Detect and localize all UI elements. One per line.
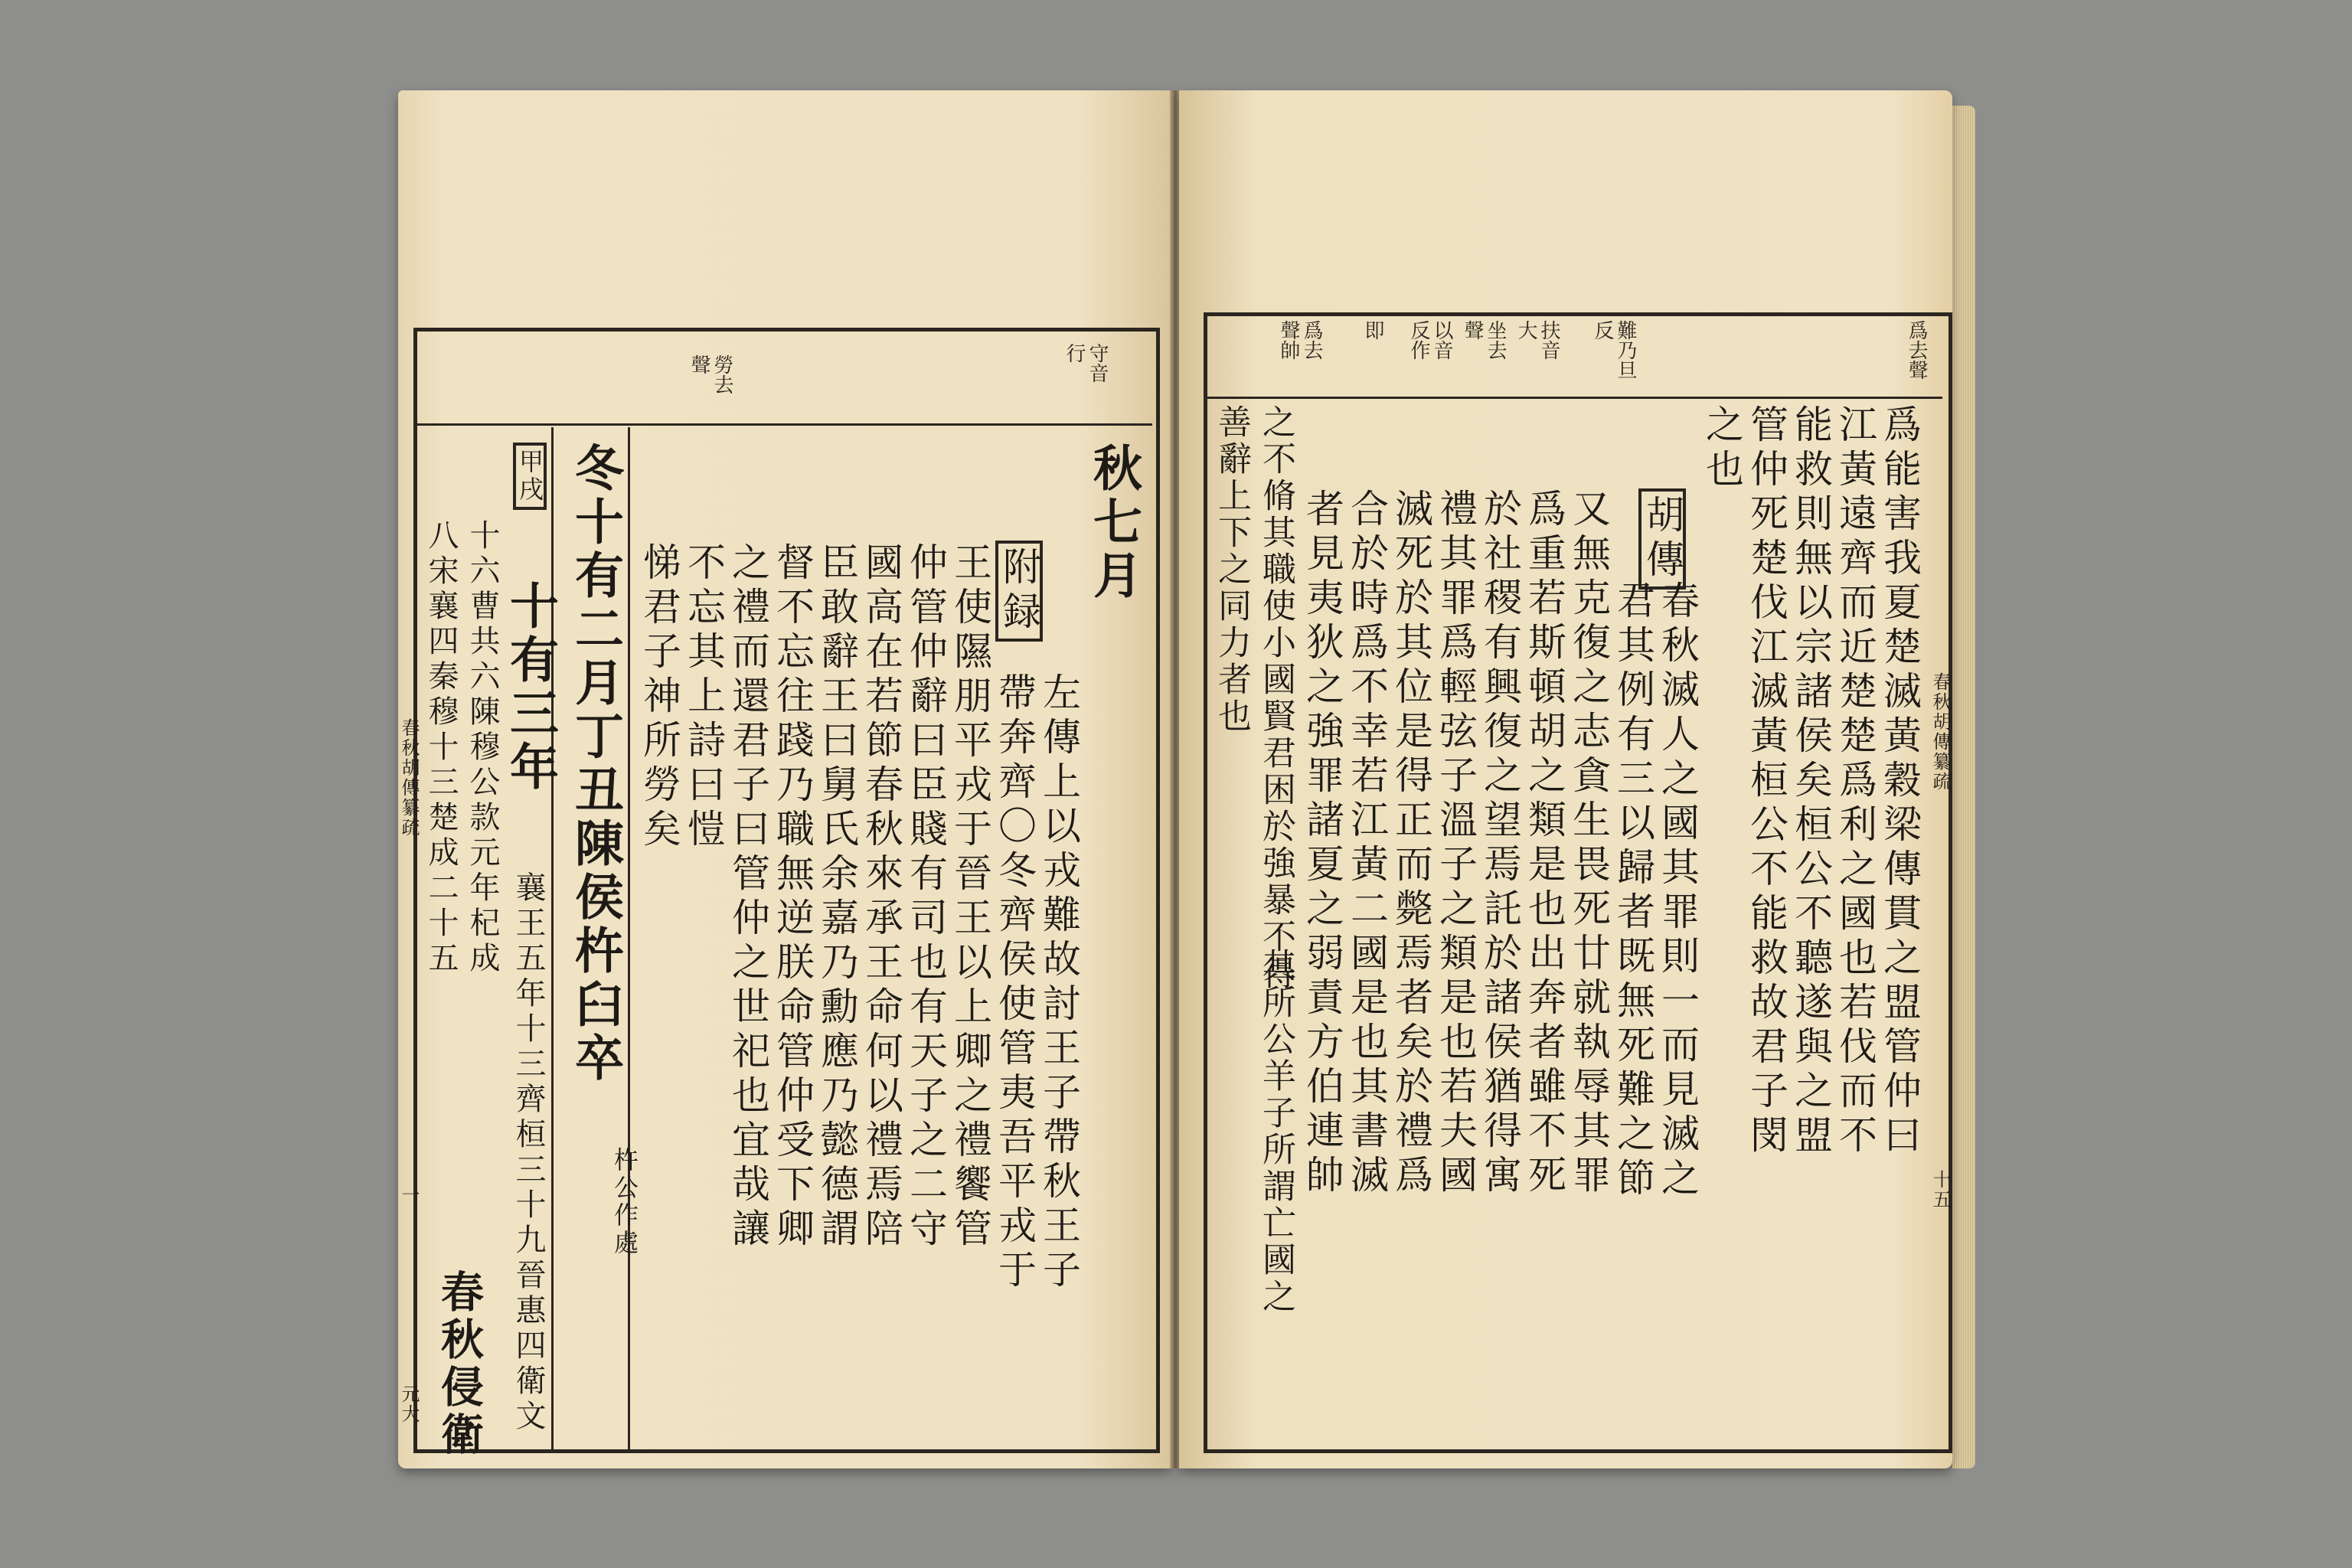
- margin-page-number: 十五: [1929, 1170, 1951, 1210]
- text-column: 其所公羊子所謂亡國之: [1256, 948, 1295, 1315]
- margin-page-number: 一: [398, 1185, 420, 1205]
- open-book: [390, 90, 1975, 1484]
- text-column: 管仲死楚伐江滅黃桓公不能救故君子閔: [1744, 404, 1788, 1159]
- text-column: 帶奔齊〇冬齊侯使管夷吾平戎于: [992, 672, 1037, 1294]
- margin-mark: 元大: [398, 1384, 420, 1424]
- year-entry: 十有三年: [501, 580, 559, 795]
- text-column: 之不脩其職使小國賢君困於強暴不得: [1256, 404, 1295, 992]
- text-column: 督不忘往踐乃職無逆朕命管仲受下卿: [770, 542, 815, 1253]
- left-top-note: 守音: [1086, 343, 1109, 383]
- label-fulu: 附録: [995, 541, 1043, 642]
- text-column: 左傳上以戎難故討王子帶秋王子: [1037, 672, 1081, 1294]
- right-page: [1179, 90, 1952, 1468]
- gloss-entry: 杵公作處: [610, 1147, 639, 1257]
- text-column: 爲重若斯頓胡之類是也出奔者雖不死: [1522, 488, 1566, 1199]
- text-column: 滅死於其位是得正而斃焉者矣於禮爲: [1389, 488, 1433, 1199]
- closing-entry: 春秋侵衛: [434, 1269, 485, 1459]
- right-top-note: 扶音: [1537, 320, 1560, 360]
- text-column: 於社稷有興復之望焉託於諸侯猶得寓: [1478, 488, 1522, 1199]
- right-top-note: 難乃旦: [1614, 320, 1637, 380]
- left-top-note: 聲: [688, 354, 710, 374]
- text-column: 之也: [1700, 404, 1744, 493]
- text-column: 合於時爲不幸若江黃二國是也其書滅: [1344, 488, 1389, 1199]
- right-top-note: 爲去聲: [1905, 320, 1928, 380]
- text-column: 能救則無以宗諸侯矣桓公不聽遂與之盟: [1788, 404, 1833, 1159]
- left-top-note: 勞去: [710, 354, 733, 394]
- heading-autumn: 秋七月: [1085, 443, 1142, 603]
- column-divider: [628, 427, 630, 1449]
- text-column: 仲管仲辭曰臣賤有司也有天子之二守: [903, 542, 948, 1253]
- right-top-note: 坐去: [1484, 320, 1507, 360]
- text-column: 悌君子神所勞矣: [637, 542, 681, 853]
- text-column: 國高在若節春秋來承王命何以禮焉陪: [859, 542, 903, 1253]
- text-column: 爲能害我夏楚滅黃穀梁傳貫之盟管仲曰: [1877, 404, 1922, 1159]
- chronology-line: 襄王五年十三齊桓三十九晉惠四衛文: [511, 871, 546, 1435]
- text-column: 又無克復之志貪生畏死廿就執辱其罪: [1566, 488, 1611, 1199]
- left-page: [398, 90, 1171, 1468]
- text-column: 臣敢辭王曰舅氏余嘉乃勳應乃懿德謂: [815, 542, 859, 1253]
- right-top-note: 爲去: [1300, 320, 1323, 360]
- text-column: 者見夷狄之強罪諸夏之弱責方伯連帥: [1300, 488, 1344, 1199]
- left-top-note: 行: [1063, 343, 1086, 363]
- text-column: 春秋滅人之國其罪則一而見滅之: [1655, 580, 1700, 1202]
- right-top-note: 聲: [1461, 320, 1484, 340]
- right-top-note: 聲帥: [1277, 320, 1300, 360]
- text-column: 王使隰朋平戎于晉王以上卿之禮饗管: [948, 542, 992, 1253]
- chronology-line: 八宋襄四秦穆十三楚成二十五: [423, 519, 459, 977]
- text-column: 君其例有三以歸者既無死難之節: [1611, 580, 1655, 1202]
- chronology-line: 十六曹共六陳穆公款元年杞成: [465, 519, 500, 977]
- text-column: 不忘其上詩曰愷: [681, 542, 726, 853]
- left-top-rule: [417, 423, 1152, 426]
- text-column: 禮其罪爲輕弦子溫子之類是也若夫國: [1433, 488, 1478, 1199]
- margin-title: 春秋胡傳纂疏: [398, 718, 420, 838]
- text-column: 江黃遠齊而近楚楚爲利之國也若伐而不: [1833, 404, 1877, 1159]
- label-hu-zhuan: 胡傳: [1638, 488, 1686, 590]
- margin-title: 春秋胡傳纂疏: [1929, 672, 1951, 792]
- book-fore-edge: [1952, 106, 1975, 1468]
- right-top-note: 反作: [1407, 320, 1430, 360]
- right-top-note: 大: [1514, 320, 1537, 340]
- right-top-note: 以音: [1430, 320, 1453, 360]
- right-top-note: 即: [1361, 320, 1384, 340]
- year-label: 甲戌: [513, 443, 547, 510]
- text-column: 善辭上下之同力者也: [1212, 404, 1251, 735]
- right-top-note: 反: [1591, 320, 1614, 340]
- main-entry: 冬十有二月丁丑陳侯杵臼卒: [567, 443, 624, 1086]
- text-column: 之禮而還君子曰管仲之世祀也宜哉讓: [726, 542, 770, 1253]
- right-top-rule: [1207, 397, 1942, 399]
